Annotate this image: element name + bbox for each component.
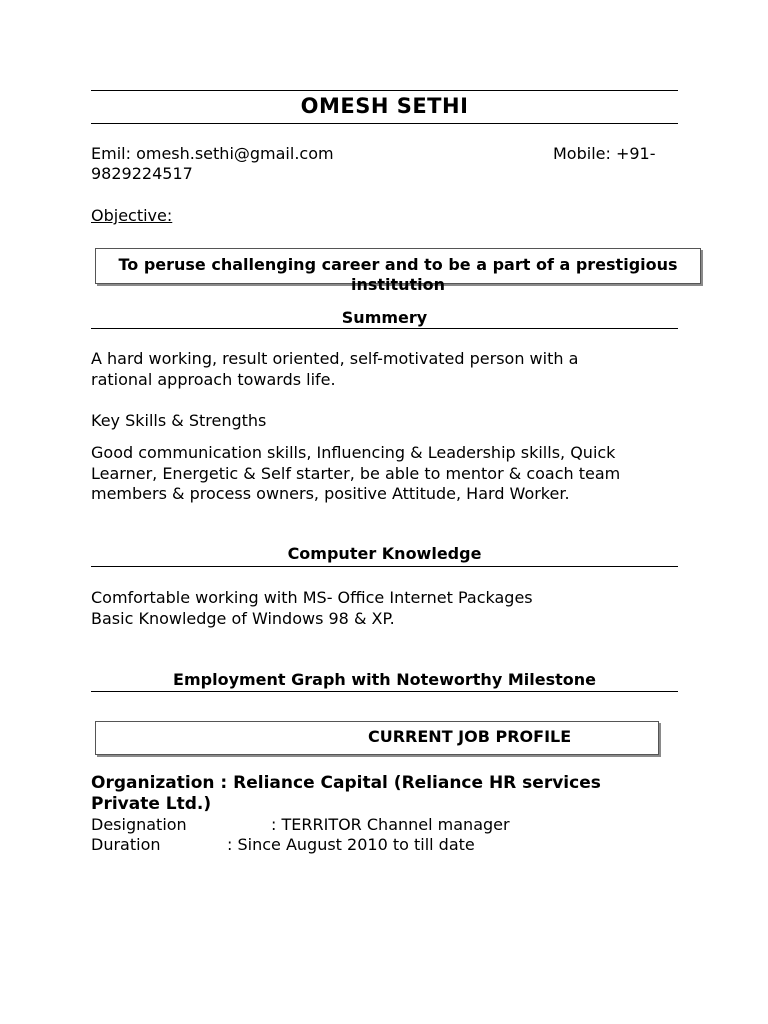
duration-label: Duration bbox=[91, 835, 161, 854]
current-job-box bbox=[95, 721, 659, 755]
summary-text bbox=[91, 349, 681, 390]
skills-text bbox=[91, 443, 681, 505]
computer-heading: Computer Knowledge bbox=[287, 544, 482, 563]
summary-line: A hard working, result oriented, self-motivated person with a bbox=[91, 349, 579, 368]
organization-line: Organization : Reliance Capital (Reliance HR services bbox=[91, 773, 601, 793]
top-rule bbox=[91, 90, 678, 91]
objective-label: Objective: bbox=[91, 206, 173, 225]
skills-line: members & process owners, positive Attitude, Hard Worker. bbox=[91, 484, 570, 503]
computer-text bbox=[91, 588, 681, 629]
computer-rule bbox=[91, 566, 678, 567]
summary-heading: Summery bbox=[341, 308, 428, 327]
objective-box bbox=[95, 248, 701, 294]
designation-label: Designation bbox=[91, 815, 187, 834]
summary-line: rational approach towards life. bbox=[91, 369, 336, 389]
mobile-label: Mobile: +91- bbox=[553, 144, 656, 163]
skills-line: Learner, Energetic & Self starter, be able to mentor & coach team bbox=[91, 463, 621, 483]
computer-line: Comfortable working with MS- Office Internet Packages bbox=[91, 588, 533, 607]
summary-rule bbox=[91, 328, 678, 329]
duration-value: : Since August 2010 to till date bbox=[227, 835, 475, 854]
candidate-name: OMESH SETHI bbox=[300, 94, 469, 118]
objective-text: To peruse challenging career and to be a part of a prestigious institution bbox=[118, 255, 678, 294]
organization-line-continued: Private Ltd.) bbox=[91, 794, 212, 814]
employment-heading: Employment Graph with Noteworthy Milestone bbox=[173, 670, 596, 689]
skills-heading: Key Skills & Strengths bbox=[91, 411, 267, 430]
current-job-label: CURRENT JOB PROFILE bbox=[368, 727, 572, 746]
name-bottom-rule bbox=[91, 123, 678, 124]
computer-line: Basic Knowledge of Windows 98 & XP. bbox=[91, 608, 395, 628]
employment-rule bbox=[91, 691, 678, 692]
skills-line: Good communication skills, Influencing & Leadership skills, Quick bbox=[91, 443, 616, 462]
email-line: Emil: omesh.sethi@gmail.com bbox=[91, 144, 334, 163]
mobile-number: 9829224517 bbox=[91, 164, 193, 183]
designation-value: : TERRITOR Channel manager bbox=[271, 815, 510, 834]
